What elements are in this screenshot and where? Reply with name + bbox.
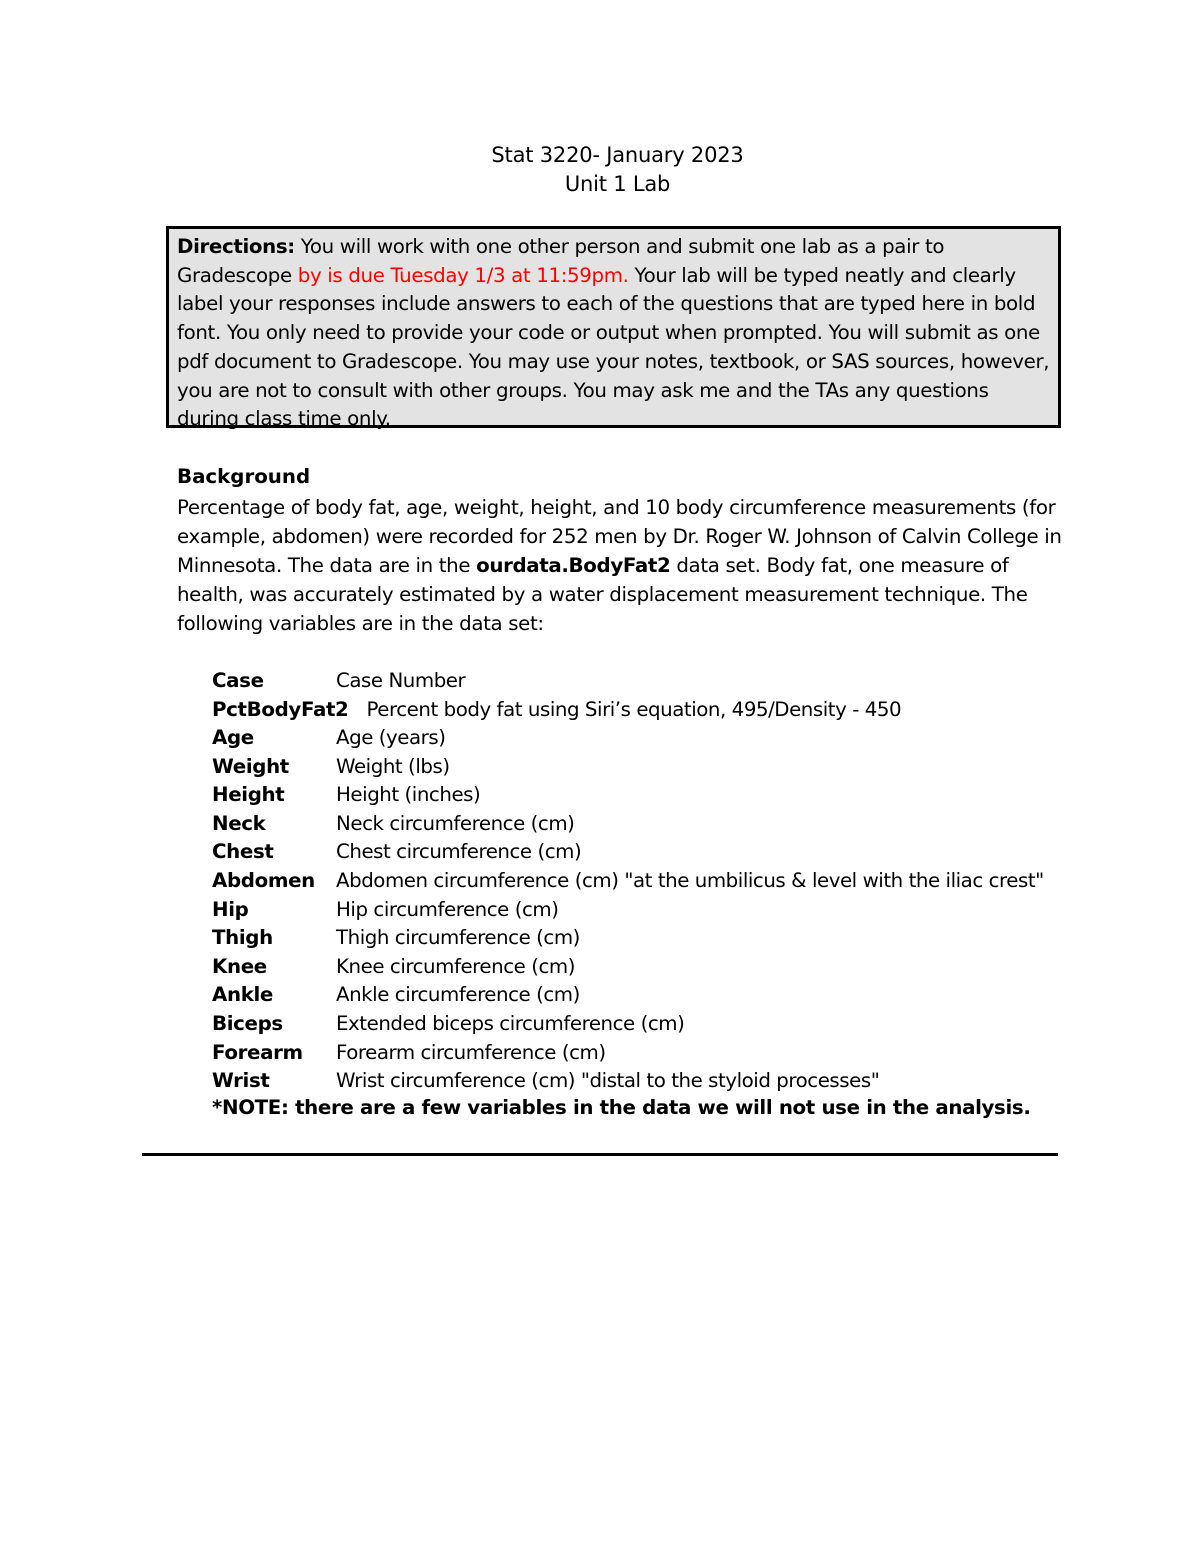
variable-name: Case — [212, 668, 264, 692]
variable-row — [212, 1009, 1072, 1038]
variable-row — [212, 981, 1072, 1010]
directions-text-part-1: You will work with one other person and submit one lab as a pair to Gradescope — [177, 235, 945, 287]
variable-description: Weight (lbs) — [336, 754, 450, 778]
directions-text-part-2: Your lab will be typed neatly and clearly label your responses include answers to each of the questions that are typed here in bold font. You only need to provide your code or output when prompted. You will submit as one pdf document to Gradescope. You may use your notes, textbook, or SAS sources, however, you are not to consult with other groups. You may ask me and the TAs any questions during class time only. — [177, 263, 1050, 431]
variable-row — [212, 1066, 1072, 1095]
background-heading: Background — [177, 465, 311, 488]
variable-description: Case Number — [336, 668, 466, 692]
document-subtitle: Unit 1 Lab — [564, 172, 671, 196]
variable-name: Weight — [212, 754, 289, 778]
directions-paragraph — [177, 233, 1050, 434]
variable-row-inline — [212, 695, 1072, 724]
background-text-part-2: data set. Body fat, one measure of health, was accurately estimated by a water displacement measurement technique. The following variables are in the data set: — [177, 554, 1028, 635]
variable-name: Height — [212, 783, 285, 807]
variable-row — [212, 838, 1072, 867]
variable-name: Thigh — [212, 926, 273, 950]
variable-row — [212, 1038, 1072, 1067]
variable-row — [212, 780, 1072, 809]
variable-name: Abdomen — [212, 868, 315, 892]
variable-description: Chest circumference (cm) — [336, 840, 582, 864]
variable-row — [212, 952, 1072, 981]
directions-box — [166, 226, 1061, 431]
variable-row — [212, 723, 1072, 752]
variable-name: Biceps — [212, 1011, 283, 1035]
variable-description: Neck circumference (cm) — [336, 811, 575, 835]
variable-row — [212, 809, 1072, 838]
variable-row — [212, 752, 1072, 781]
variable-description: Percent body fat using Siri’s equation, 495/Density - 450 — [366, 697, 902, 721]
analysis-note: *NOTE: there are a few variables in the data we will not use in the analysis. — [212, 1096, 1031, 1119]
variable-description: Age (years) — [336, 725, 446, 749]
dataset-name: ourdata.BodyFat2 — [476, 554, 671, 577]
background-text-part-1: Percentage of body fat, age, weight, height, and 10 body circumference measurements (for example, abdomen) were recorded for 252 men by Dr. Roger W. Johnson of Calvin College in Minnesota. The data are in the — [177, 496, 1062, 577]
variable-name: Forearm — [212, 1040, 303, 1064]
due-date-text: by is due Tuesday 1/3 at 11:59pm. — [297, 263, 629, 287]
variable-description: Knee circumference (cm) — [336, 954, 575, 978]
variable-name: Knee — [212, 954, 267, 978]
variable-name: Chest — [212, 840, 274, 864]
variable-description: Hip circumference (cm) — [336, 897, 559, 921]
variable-description: Height (inches) — [336, 783, 481, 807]
variables-table — [212, 666, 1072, 1095]
variable-row — [212, 866, 1072, 895]
variables-list — [212, 666, 1072, 1095]
variable-row — [212, 695, 1072, 724]
variable-description: Extended biceps circumference (cm) — [336, 1011, 685, 1035]
document-title: Stat 3220- January 2023 — [491, 143, 744, 167]
variable-name: Neck — [212, 811, 266, 835]
variable-description: Thigh circumference (cm) — [336, 926, 580, 950]
variable-name: Wrist — [212, 1069, 270, 1093]
background-paragraph — [177, 493, 1077, 638]
variable-description: Ankle circumference (cm) — [336, 983, 580, 1007]
variable-row — [212, 923, 1072, 952]
variable-row — [212, 666, 1072, 695]
directions-label: Directions: — [177, 235, 295, 258]
variable-description: Wrist circumference (cm) "distal to the styloid processes" — [336, 1069, 880, 1093]
variable-row — [212, 895, 1072, 924]
horizontal-rule — [142, 1153, 1058, 1156]
variable-name: Age — [212, 725, 254, 749]
variable-description: Forearm circumference (cm) — [336, 1040, 606, 1064]
variable-name: Ankle — [212, 983, 273, 1007]
variable-name: PctBodyFat2 — [212, 697, 349, 721]
variable-description: Abdomen circumference (cm) "at the umbilicus & level with the iliac crest" — [336, 868, 1044, 892]
variable-name: Hip — [212, 897, 249, 921]
